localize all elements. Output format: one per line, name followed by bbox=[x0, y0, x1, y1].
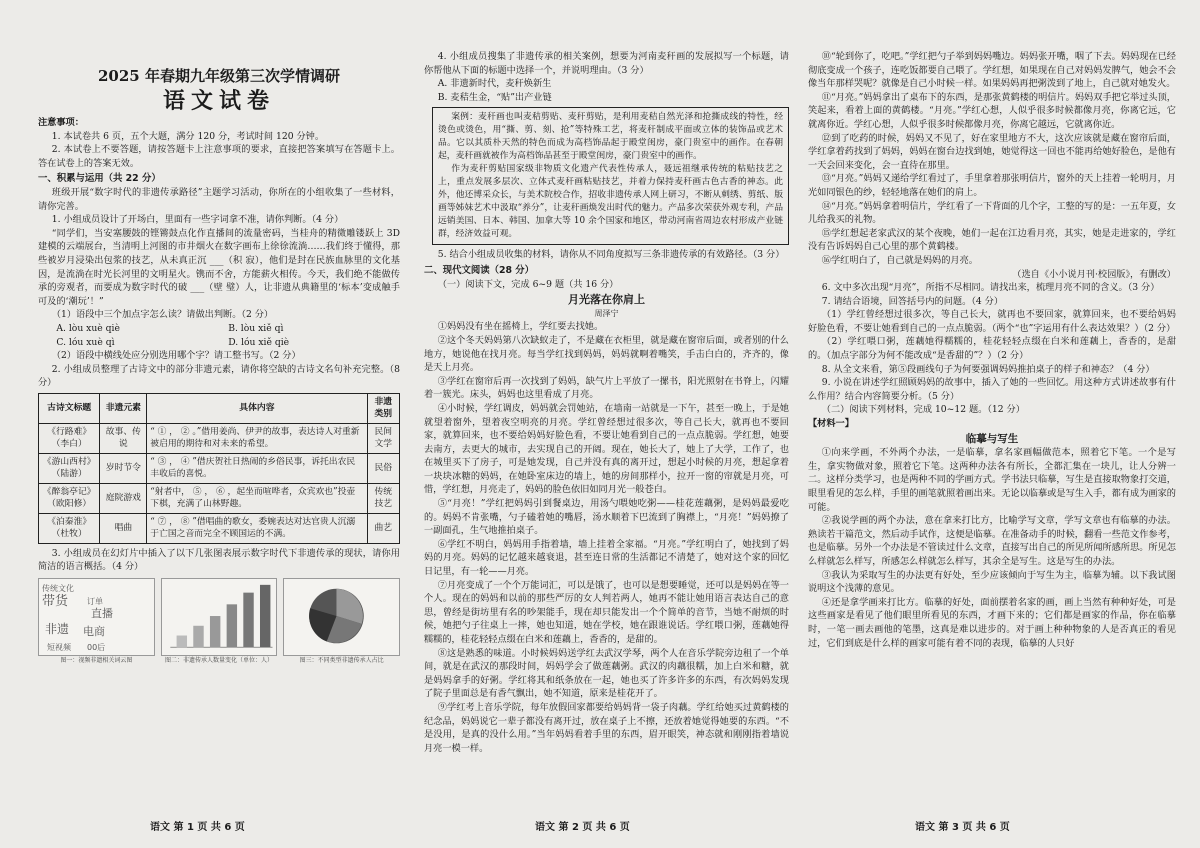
cell-content: “射者中， ⑤ ， ⑥ ，起坐而喧哗者，众宾欢也”投壶下棋，充满了山林野趣。 bbox=[147, 483, 367, 513]
question-4-stem: 4. 小组成员搜集了非遗传承的相关案例，想要为河南麦秆画的发展拟写一个标题，请你帮他从下面的标题中选择一个，并说明理由。（3 分） bbox=[424, 51, 789, 76]
reading-paragraph: ⑮学红想起老家武汉的某个夜晚，她们一起在江边看月亮，其实，她是走进家的，学红没有告诉妈妈自己心里的那个黄鹤楼。 bbox=[808, 227, 1176, 253]
reading-paragraph: ⑥学红不明白，妈妈用手指着墙，墙上挂着全家福。“月亮。”学红明白了，她找到了妈妈的月亮。妈妈的记忆越来越衰退，甚至连日常的生活都记不清楚了，她对这个家的回忆日记里，有一轮——月亮。 bbox=[424, 538, 789, 578]
option: D. lóu xiě qiè bbox=[228, 336, 290, 348]
reading-paragraph: ⑦月亮变成了一个个万能词汇，可以是饿了，也可以是想要睡觉，还可以是妈妈在等一个人。现在的妈妈和以前的那些严厉的女人判若两人，她再不能让她用语言表达自己的意思，曾经是街坊里有名的吵架能手，现在却只能发出一个个简单的音节，当她不耐烦的时候，她把勺子往桌上一摔，她也知道，她在学校，她在跟谁说话。学红喂口粥，莲藕她得糯糯的，桂花轻轻点缀在白米和莲藕上，香香的，是甜的。 bbox=[424, 579, 789, 645]
bar bbox=[193, 626, 203, 647]
question: 9. 小说在讲述学红照顾妈妈的故事中，插入了她的一些回忆。用这种方式讲述故事有什么作用？结合内容简要分析。（5 分） bbox=[808, 377, 1176, 402]
question: （1）学红曾经想过很多次，等自己长大，就再也不要回家，就算回来，也不要给妈妈好脸色看，不要让她看到自己的一点点脆弱。（两个“也”字运用有什么表达效果？）（2 分） bbox=[808, 309, 1176, 334]
figure-captions bbox=[38, 656, 400, 665]
notice-item: 2. 本试卷上不要答题，请按答题卡上注意事项的要求，直接把答案填写在答题卡上。答在试卷上的答案无效。 bbox=[38, 144, 400, 169]
pie-figure bbox=[283, 578, 400, 656]
option: A. lòu xuè qiè bbox=[56, 322, 120, 334]
notice-item: 1. 本试卷共 6 页，五个大题，满分 120 分，考试时间 120 分钟。 bbox=[51, 130, 325, 142]
question: （2）学红喂口粥，莲藕她得糯糯的，桂花轻轻点缀在白米和莲藕上，香香的，是甜的。（加点字部分为何不能改成“是香甜的”？）（2 分） bbox=[808, 336, 1176, 362]
cell-title: 《游山西村》（陆游） bbox=[39, 453, 100, 483]
table-row bbox=[39, 483, 400, 513]
cell-element: 庭院游戏 bbox=[100, 483, 147, 513]
figures-row bbox=[38, 578, 400, 656]
page-footer: 语文 第 2 页 共 6 页 bbox=[535, 822, 630, 833]
page-footer: 语文 第 3 页 共 6 页 bbox=[915, 822, 1010, 833]
cell-category: 民间文学 bbox=[367, 423, 399, 453]
cell-element: 岁时节令 bbox=[100, 453, 147, 483]
section-heading: 一、积累与运用（共 22 分） bbox=[38, 173, 161, 185]
material-title: 临摹与写生 bbox=[965, 432, 1019, 445]
table-header: 具体内容 bbox=[147, 393, 367, 423]
cell-title: 《泊秦淮》（杜牧） bbox=[39, 513, 100, 543]
material-paragraph: ③我认为采取写生的办法更有好处，至少应该倾向于写生为主，临摹为辅。以下我试图说明这个浅薄的意见。 bbox=[808, 569, 1176, 595]
cell-category: 民俗 bbox=[367, 453, 399, 483]
cell-title: 《行路难》（李白） bbox=[39, 423, 100, 453]
reading-intro: （二）阅读下列材料，完成 10~12 题。（12 分） bbox=[821, 404, 1025, 416]
question-2-stem: 2. 小组成员整理了古诗文中的部分非遗元素，请你将空缺的古诗文名句补充完整。（8 分） bbox=[38, 363, 400, 389]
question-3-stem: 3. 小组成员在幻灯片中插入了以下几张图表展示数字时代下非遗传承的现状，请你用简洁的语言概括。（4 分） bbox=[38, 547, 400, 573]
question: 8. 从全文来看，第⑤段画线句子为何要强调妈妈推拍桌子的样子和神态？（4 分） bbox=[821, 363, 1155, 375]
table-header: 非遗类别 bbox=[367, 393, 399, 423]
bar-chart-graphic bbox=[162, 579, 277, 655]
cloud-word: 直播 bbox=[91, 607, 113, 621]
reading-paragraph: ⑤“月亮！”学红把妈妈引到餐桌边，用汤勺喂她吃粥——桂花莲藕粥，是妈妈最爱吃的。妈妈不肯张嘴，勺子磕着她的嘴唇，汤水顺着下巴流到了胸襟上，“月亮！”妈妈撩了一副面孔，生气地推拍桌子。 bbox=[424, 498, 789, 537]
figure-caption: 图三：不同类型非遗传承人占比 bbox=[299, 657, 384, 665]
figure-caption: 图二：非遗传承人数量变化（单位：人） bbox=[165, 657, 274, 665]
cloud-word: 电商 bbox=[83, 625, 105, 639]
question-1-passage: “同学们，当安塞腰鼓的铿锵鼓点化作直播间的流量密码，当桂舟的精微雕镂跃上 3D 建模的云端展台，当清明上河图的市井烟火在数字画布上徐徐流淌……我们终于懂得，那些被岁月浸染出包浆的技艺，从未真正沉 ___（积 寂），他们是封在民族血脉里的文化基因，是流淌在时光长河里的文明星火。镌而不舍，方能薪火相传。今天，我们绝不能做传承的旁观者，而要成为数字时代的破 ___（壁 璧）人，让非遗从典籍里的‘标本’变成触手可及的‘潮玩’！” bbox=[38, 227, 400, 307]
cell-element: 唱曲 bbox=[100, 513, 147, 543]
reading-paragraph: ⑧这是熟悉的味道。小时候妈妈送学红去武汉学琴，两个人在音乐学院旁边租了一个单间，就是在武汉的那段时间，妈妈学会了做莲藕粥。武汉的肉藕很糯，加上白米和糖，就是妈妈拿手的好粥。学红将其和纸条放在一起，她也买了许多许多的东西，有次妈妈发现了院子里面总是有香气飘出，她不知道，原来是桂花开了。 bbox=[424, 647, 789, 700]
question-1-options bbox=[38, 322, 400, 349]
reading-source: （选自《小小说月刊·校园版》，有删改） bbox=[1012, 268, 1176, 280]
cell-content: “ ③ ， ④ ”借庆贺社日热闹的乡俗民事，诉托出农民丰收后的喜悦。 bbox=[147, 453, 367, 483]
notice-heading: 注意事项： bbox=[38, 117, 84, 128]
question: 6. 文中多次出现“月亮”，所指不尽相同。请找出来，梳理月亮不同的含义。（3 分） bbox=[821, 282, 1160, 294]
reading-paragraph: ③学红在窗帘后再一次找到了妈妈，缺气片上平放了一摞书，阳光照射在书脊上，闪耀着一簇光。床头，妈妈也这里看成了月亮。 bbox=[424, 375, 789, 401]
question: 7. 请结合语境，回答括号内的问题。（4 分） bbox=[821, 295, 1004, 307]
section-heading: 二、现代文阅读（28 分） bbox=[424, 264, 535, 276]
cell-element: 故事、传说 bbox=[100, 423, 147, 453]
bar bbox=[260, 585, 270, 647]
table-row bbox=[39, 513, 400, 543]
exam-subtitle: 语文试卷 bbox=[162, 88, 275, 114]
bar bbox=[243, 593, 253, 648]
reading-paragraph: ①妈妈没有坐在摇椅上，学红要去找她。 bbox=[437, 321, 604, 333]
reading-paragraph: ⑫到了吃药的时候，妈妈又不见了，好在家里地方不大，这次应该就是藏在窗帘后面，学红拿着药找到了妈妈，妈妈在窗台边找到她，她觉得这一回也不能再给她好脸色，是他有一天会回来变化，会一直待在那里。 bbox=[808, 132, 1176, 171]
table-header: 非遗元素 bbox=[100, 393, 147, 423]
cell-content: “ ⑦ ， ⑧ ”借唱曲的歌女，委婉表达对达官贵人沉溺于亡国之音而完全不顾国运的不满。 bbox=[147, 513, 367, 543]
reading-paragraph: ⑯学红明白了，自己就是妈妈的月亮。 bbox=[821, 254, 978, 266]
table-row bbox=[39, 453, 400, 483]
reading-paragraph: ⑪“月亮。”妈妈拿出了桌布下的东西，是那张黄鹤楼的明信片。妈妈双手把它举过头顶，笑起来，看着上面的黄鹤楼。“月亮。”学红心想，人似乎很多时候都像月亮，你离它远，它就离你近。学红心想，人似乎很多时候都像月亮，你离它越远，它就离你近。 bbox=[808, 91, 1176, 130]
cloud-word: 订单 bbox=[87, 597, 103, 607]
option: B. 麦秸生金，“贴”出产业链 bbox=[437, 91, 552, 103]
option: A. 非遗新时代，麦秆焕新生 bbox=[437, 78, 552, 90]
cell-title: 《醉翁亭记》（欧阳修） bbox=[39, 483, 100, 513]
cloud-word: 短视频 bbox=[47, 643, 71, 653]
material-paragraph: ①向来学画，不外两个办法，一是临摹，拿名家画幅做范本，照着它下笔。一个是写生，拿实物做对象，照着它下笔。这两种办法各有所长，全都汇集在一块儿，让人分辨一二。这样分类学习，也是两种不同的学画方式。学书法只临摹，写生是直接取物象打交道，眼里看见的怎么样，手里的画笔就照着画出来。无论以临摹或是写生入手，都有成为画家的可能。 bbox=[808, 447, 1176, 513]
reading-author: 周泽宁 bbox=[594, 308, 619, 318]
column-page-1 bbox=[38, 50, 400, 810]
poems-table bbox=[38, 393, 400, 544]
table-header: 古诗文标题 bbox=[39, 393, 100, 423]
reading-paragraph: ⑩“轮到你了，吃吧。”学红把勺子举到妈妈嘴边。妈妈张开嘴，咽了下去。妈妈现在已经彻底变成一个孩子，连吃饭都要自己喂了。学红想，如果现在自己对妈妈发脾气，她会不会像当年那样哭呢？就像是自己小时候一样。如果妈妈再把粥泼到了地上，自己就对她发火。 bbox=[808, 51, 1176, 90]
cell-content: “ ① ， ② 。”借用姜尚、伊尹的故事，表达诗人对重新被启用的期待和对未来的希望。 bbox=[147, 423, 367, 453]
figure-caption: 图一：视频非遗相关词云图 bbox=[60, 657, 133, 665]
pie-chart-graphic bbox=[284, 579, 399, 655]
exam-title: 2025 年春期九年级第三次学情调研 bbox=[98, 67, 340, 85]
bar bbox=[176, 636, 186, 648]
reading-paragraph: ⑬“月亮。”妈妈又递给学红看过了，手里拿着那张明信片，窗外的天上挂着一轮明月，月光如同银色的纱，轻轻地落在她们的肩上。 bbox=[808, 173, 1176, 198]
cloud-word: 带货 bbox=[42, 594, 69, 610]
question-5-stem: 5. 结合小组成员收集的材料，请你从不同角度拟写三条非遗传承的有效路径。（3 分） bbox=[437, 249, 785, 261]
bar bbox=[210, 616, 220, 647]
column-page-2 bbox=[424, 50, 789, 810]
case-paragraph: 案例：麦秆画也叫麦秸剪贴、麦秆剪贴，是利用麦秸自然光泽和抢撕成线的特性，经烫色或烫色，用“撕、剪、刻、抢”等特殊工艺，将麦秆制成平面或立体的装饰品或艺术品。它以其质朴天然的特色而成为高档饰品起于殿堂闺房，豪门贵室中的画作。在春朝起，麦秆画就被作为高档饰品甚至于殿堂闺房，豪门贵室中的画作。 bbox=[438, 112, 783, 162]
reading-paragraph: ②这个冬天妈妈第八次缺蚁走了，不是藏在衣柜里，就是藏在窗帘后面，或者别的什么地方，她说他在找月亮。每当学红找到妈妈，妈妈就啊着嘴笑，手击白白的，齐齐的，像是天上月亮。 bbox=[424, 334, 789, 374]
cloud-word: 非遗 bbox=[45, 622, 70, 637]
cell-category: 曲艺 bbox=[367, 513, 399, 543]
reading-paragraph: ④小时候，学红调皮，妈妈就会罚她站，在墙南一站就是一下午，甚至一晚上，于是她就望着窗外，望着夜空明亮的月亮。学红曾经想过很多次，等自己长大，就再也不要回家，就算回来，也不要给妈妈好脸色看，不要让她看到自己的一点点脆弱。学红想，她要去南方，去更大的城市，去实现自己的开阔。现在，她长大了，她上了大学，工作了，也在城里买下了房子，可是她发现，自己并没有真的离开过，想起小时候的月亮，想起拿着一块块冰糖的妈妈，在她卧室床边的墙上，她的房间那样小，拉开一窗的帘就是月亮，可惜，学红想，月亮走了，妈妈的脸色依旧如同月光一般苍白。 bbox=[424, 402, 789, 496]
reading-title: 月光落在你肩上 bbox=[568, 293, 645, 307]
bar bbox=[226, 604, 236, 647]
question-1-sub2: （2）语段中横线处应分别选用哪个字？请工整书写。（2 分） bbox=[51, 350, 301, 362]
cell-category: 传统技艺 bbox=[367, 483, 399, 513]
option: C. lóu xuè qì bbox=[56, 336, 115, 348]
cloud-word: 传统文化 bbox=[42, 584, 74, 594]
bar-figure bbox=[161, 578, 278, 656]
reading-intro: （一）阅读下文，完成 6~9 题（共 16 分） bbox=[437, 278, 619, 290]
material-label: 【材料一】 bbox=[808, 418, 854, 430]
case-box bbox=[432, 107, 789, 245]
question-1-sub1: （1）语段中三个加点字怎么读？请做出判断。（2 分） bbox=[51, 309, 274, 321]
material-paragraph: ②我说学画的两个办法，意在拿来打比方，比喻学写文章，学写文章也有临摹的办法。熟读若干篇范文，然后动手试作，这便是临摹。在准备动手的时候，翻看一些范文作参考，也是临摹。另外一个办法是不管读过什么文章，直接写出自己的所见所闻所感所思。所见怎么样就怎么样写，所感怎么样就怎么样写，其余全是写生。这是写生的办法。 bbox=[808, 515, 1176, 567]
option: B. lòu xiě qì bbox=[228, 322, 284, 334]
column-page-3 bbox=[808, 50, 1176, 810]
page-footer: 语文 第 1 页 共 6 页 bbox=[150, 822, 245, 833]
reading-paragraph: ⑨学红考上音乐学院，每年放假回家都要给妈妈背一袋子肉藕。学红给她买过黄鹤楼的纪念品，妈妈说它一辈子都没有离开过，放在桌子上不擦，还放着她觉得她要的东西。“不是没用，是真的没什么用。”当年妈妈看着手里的东西，眉开眼笑，神态就和刚刚指着墙说月亮一模一样。 bbox=[424, 701, 789, 754]
question-1-stem: 1. 小组成员设计了开场白，里面有一些字词拿不准，请你判断。（4 分） bbox=[51, 214, 344, 226]
section-intro: 班级开展“数字时代的非遗传承路径”主题学习活动，你所在的小组收集了一些材料，请你完善。 bbox=[38, 186, 400, 212]
material-paragraph: ④还是拿学画来打比方。临摹的好处，面前摆着名家的画，画上当然有种种好处，可是这些画家是看见了他们眼里所看见的东西，才画下来的；它们都是画家的作品，你在临摹时，一笔一画去画他的笔墨，这真是难以进步的。对于画上种种物象的人是否真正的看见过，它们到底是什么样的画家可能有着不同的表现，临摹的人只好 bbox=[808, 596, 1176, 649]
case-paragraph: 作为麦秆剪贴国家级非物质文化遗产代表性传承人，聂远祖继承传统的粘贴技艺之上，重点发展多层次、立体式麦秆画粘贴技艺，并着力保持麦秆画古色古香的神态。此外，他还博采众长，与美术院校合作，招收非遗传承人网上研习，不断从刺绣、剪纸、版画等姊妹艺术中汲取“养分”，让麦秆画焕发出时代的魅力。产品多次荣获外观专利，产品远销美国、日本、韩国、加拿大等 10 余个国家和地区，带动河南省周边农村形成产业链群，经济效益可观。 bbox=[438, 164, 783, 240]
table-row bbox=[39, 423, 400, 453]
reading-paragraph: ⑭“月亮。”妈妈拿着明信片，学红看了一下背面的几个字，工整的写的是：一五年夏，女儿给我买的礼物。 bbox=[808, 200, 1176, 226]
cloud-word: 00后 bbox=[87, 643, 106, 653]
word-cloud-figure bbox=[38, 578, 155, 656]
